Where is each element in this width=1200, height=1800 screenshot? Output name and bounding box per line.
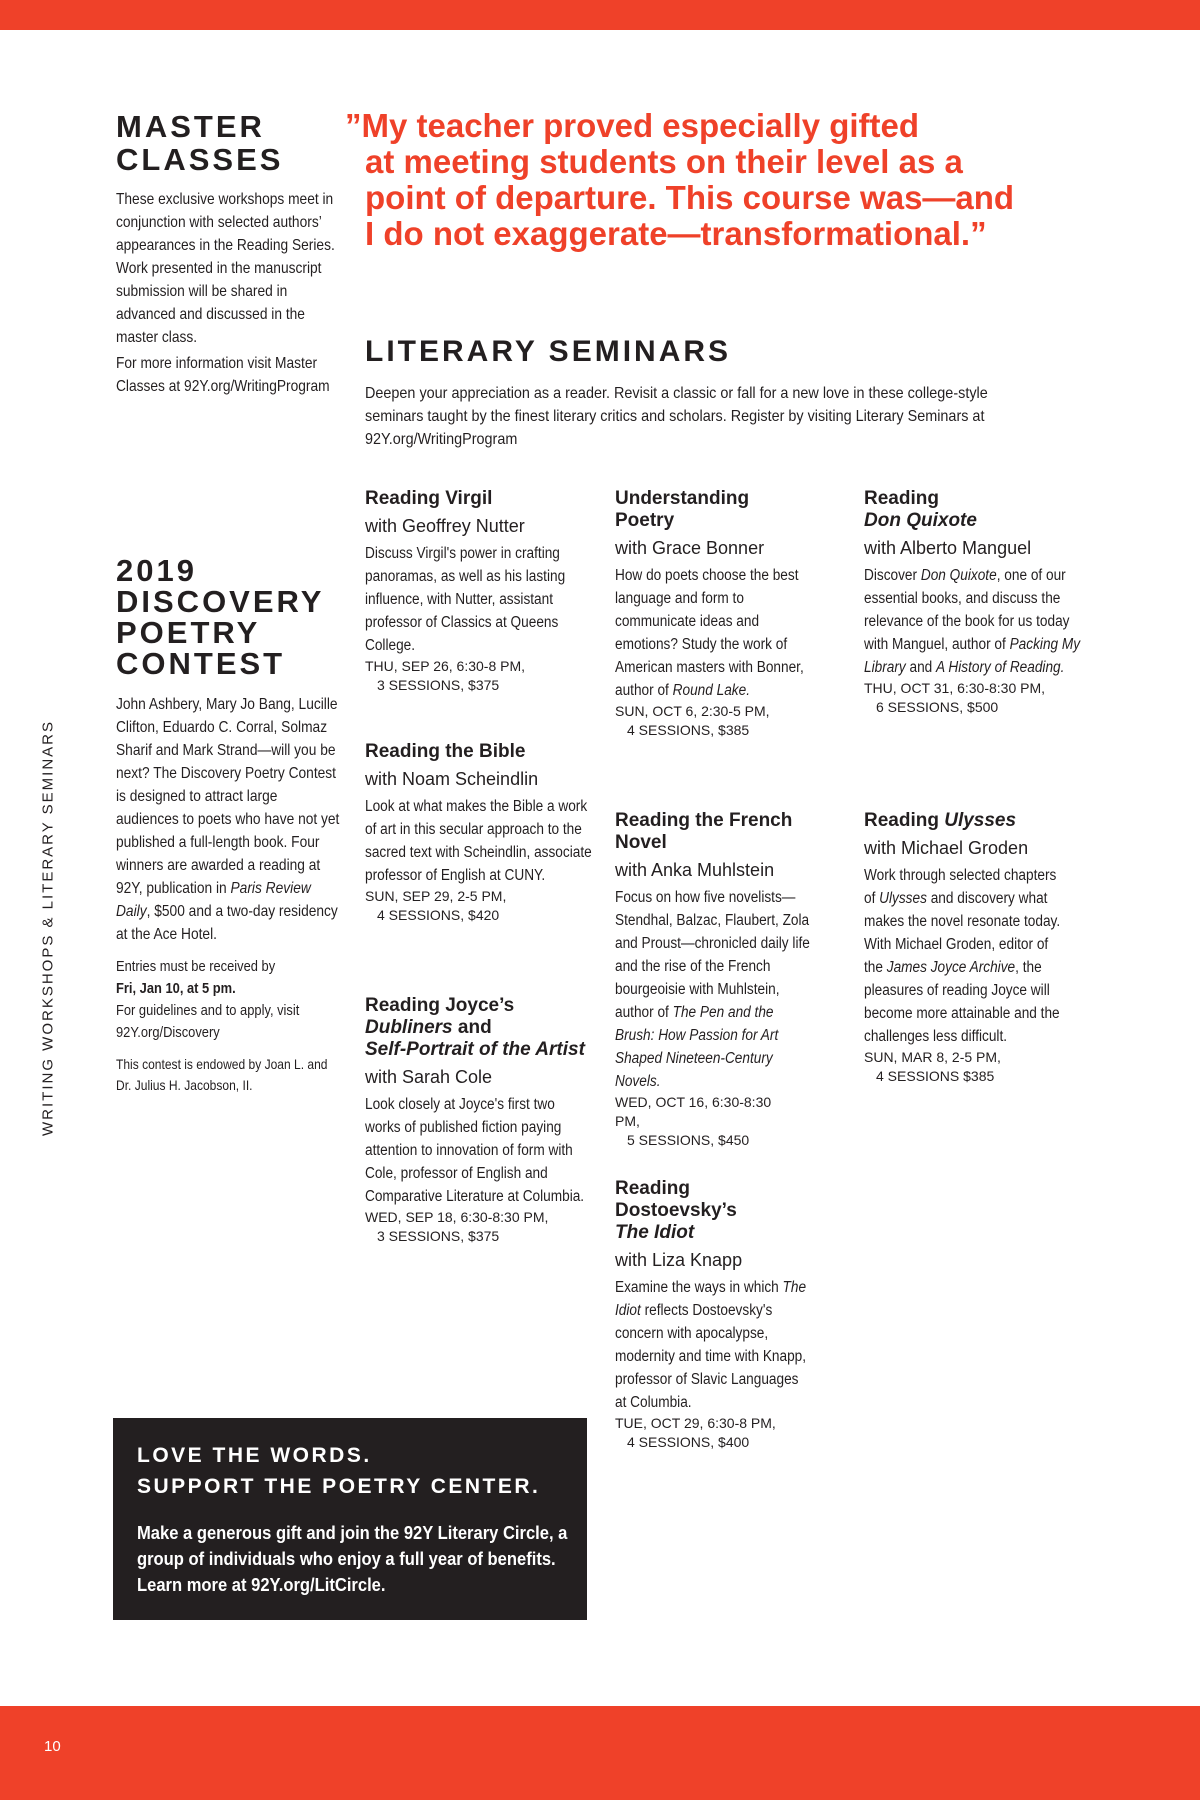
course-instructor: with Alberto Manguel bbox=[864, 538, 1032, 558]
course-instructor: with Geoffrey Nutter bbox=[365, 516, 525, 536]
contest-title-line: CONTEST bbox=[116, 646, 286, 681]
course-title-part: Ulysses bbox=[944, 810, 1017, 831]
testimonial-quote bbox=[345, 108, 1065, 252]
course-date: SUN, MAR 8, 2-5 PM, bbox=[864, 1049, 1001, 1065]
course-don-quixote bbox=[864, 488, 1089, 717]
contest-body-text: , $500 and a two-day residency at the Ace Hotel. bbox=[116, 903, 338, 943]
literary-seminars-intro-text: Deepen your appreciation as a reader. Revisit a classic or fall for a new love in these college-style seminars taught by the finest literary critics and scholars. Register by visiting Literary Seminars at 92Y.org/WritingProgram bbox=[365, 385, 988, 448]
course-description-text: Work through selected chapters of bbox=[864, 867, 1057, 907]
course-title-part: The Idiot bbox=[615, 1222, 695, 1243]
course-title bbox=[864, 488, 1089, 532]
master-classes-body: These exclusive workshops meet in conjunction with selected authors’ appearances in the Reading Series. Work presented in the manuscript submission will be shared in advanced and discussed in the master class. bbox=[116, 191, 335, 346]
course-description-text: and discovery what makes the novel resonate today. With Michael Groden, editor of the bbox=[864, 890, 1061, 976]
contest-publication: Paris Review Daily bbox=[116, 880, 311, 920]
master-classes-more-info: For more information visit Master Classes at 92Y.org/WritingProgram bbox=[116, 355, 330, 395]
course-sessions: 4 SESSIONS, $420 bbox=[377, 907, 500, 923]
quote-line: I do not exaggerate—transformational.” bbox=[365, 215, 987, 252]
literary-seminars-intro bbox=[365, 382, 1025, 451]
course-reading-joyce bbox=[365, 995, 590, 1246]
course-date: TUE, OCT 29, 6:30-8 PM, bbox=[615, 1415, 776, 1431]
cta-heading-line: SUPPORT THE POETRY CENTER. bbox=[137, 1475, 541, 1498]
course-instructor: with Michael Groden bbox=[864, 838, 1029, 858]
bottom-accent-bar bbox=[0, 1706, 1200, 1800]
course-french-novel bbox=[615, 810, 810, 1150]
contest-title-line: 2019 bbox=[116, 553, 197, 588]
top-accent-bar bbox=[0, 0, 1200, 30]
course-description-title: The Idiot bbox=[615, 1279, 807, 1319]
course-instructor: with Noam Scheindlin bbox=[365, 769, 539, 789]
section-side-label: WRITING WORKSHOPS & LITERARY SEMINARS bbox=[39, 720, 57, 1136]
course-description-text: and bbox=[905, 659, 937, 676]
course-description bbox=[615, 886, 813, 1093]
course-schedule bbox=[365, 887, 590, 925]
course-ulysses bbox=[864, 810, 1089, 1086]
course-date: SUN, SEP 29, 2-5 PM, bbox=[365, 888, 507, 904]
contest-title-line: POETRY bbox=[116, 615, 261, 650]
course-date: THU, OCT 31, 6:30-8:30 PM, bbox=[864, 680, 1046, 696]
course-title-part: Reading Dostoevsky’s bbox=[615, 1178, 737, 1221]
course-description bbox=[864, 564, 1093, 679]
course-title-part: Self-Portrait of the Artist bbox=[365, 1039, 585, 1060]
discovery-contest-section bbox=[116, 555, 342, 1096]
course-sessions: 3 SESSIONS, $375 bbox=[377, 1228, 500, 1244]
course-description-title: The Pen and the Brush: How Passion for Art Shaped Nineteen-Century Novels. bbox=[615, 1004, 779, 1090]
course-description: Look closely at Joyce's first two works of published fiction paying attention to innovation of form with Cole, professor of English and Comparative Literature at Columbia. bbox=[365, 1096, 585, 1205]
course-description bbox=[864, 864, 1071, 1048]
course-understanding-poetry bbox=[615, 488, 804, 740]
course-sessions: 4 SESSIONS, $385 bbox=[627, 722, 750, 738]
course-title: Reading the French Novel bbox=[615, 810, 793, 853]
course-title bbox=[365, 995, 590, 1061]
course-description bbox=[615, 1276, 809, 1414]
course-description-title: Round Lake. bbox=[672, 682, 750, 699]
course-title-part: and bbox=[452, 1017, 492, 1038]
course-title-part: Dubliners bbox=[365, 1017, 453, 1038]
course-description-text: How do poets choose the best language and form to communicate ideas and emotions? Study the work of American masters with Bonner, author of bbox=[615, 567, 804, 699]
contest-guidelines: For guidelines and to apply, visit 92Y.org/Discovery bbox=[116, 1002, 300, 1041]
course-sessions: 5 SESSIONS, $450 bbox=[627, 1132, 750, 1148]
course-title bbox=[615, 1178, 815, 1244]
course-title: Reading Virgil bbox=[365, 488, 493, 509]
cta-body: Make a generous gift and join the 92Y Literary Circle, a group of individuals who enjoy a full year of benefits. Learn more at 92Y.org/LitCircle. bbox=[137, 1523, 568, 1595]
literary-seminars-title: LITERARY SEMINARS bbox=[365, 335, 732, 368]
course-description bbox=[615, 564, 804, 702]
master-classes-title-line2: CLASSES bbox=[116, 142, 284, 177]
master-classes-title bbox=[116, 110, 342, 176]
course-description-title: James Joyce Archive bbox=[886, 959, 1016, 976]
course-description-text: , the pleasures of reading Joyce will become more attainable and the challenges less difficult. bbox=[864, 959, 1060, 1045]
course-sessions: 6 SESSIONS, $500 bbox=[876, 699, 999, 715]
course-title bbox=[864, 810, 1089, 832]
contest-deadline: Fri, Jan 10, at 5 pm. bbox=[116, 980, 236, 997]
course-instructor: with Sarah Cole bbox=[365, 1067, 493, 1087]
course-title: Reading the Bible bbox=[365, 741, 526, 762]
contest-entries-text: Entries must be received by bbox=[116, 958, 276, 975]
course-description-text: reflects Dostoevsky's concern with apocalypse, modernity and time with Knapp, professor of Slavic Languages at Columbia. bbox=[615, 1302, 807, 1411]
course-schedule bbox=[365, 1208, 590, 1246]
course-title-part: Reading bbox=[864, 810, 945, 831]
course-description: Look at what makes the Bible a work of art in this secular approach to the sacred text with Scheindlin, associate professor of English at CUNY. bbox=[365, 798, 592, 884]
course-description-text: , one of our essential books, and discuss the relevance of the book for us today with Manguel, author of bbox=[864, 567, 1070, 653]
course-date: SUN, OCT 6, 2:30-5 PM, bbox=[615, 703, 770, 719]
master-classes-title-line1: MASTER bbox=[116, 109, 265, 144]
course-description-title: Don Quixote bbox=[920, 567, 997, 584]
contest-entries bbox=[116, 956, 341, 1044]
contest-body bbox=[116, 693, 341, 946]
course-date: WED, OCT 16, 6:30-8:30 PM, bbox=[615, 1094, 772, 1129]
course-schedule bbox=[864, 1048, 1089, 1086]
course-schedule bbox=[615, 702, 795, 740]
course-date: THU, SEP 26, 6:30-8 PM, bbox=[365, 658, 526, 674]
cta-heading-line: LOVE THE WORDS. bbox=[137, 1444, 372, 1467]
course-schedule bbox=[615, 1093, 795, 1150]
course-sessions: 4 SESSIONS, $400 bbox=[627, 1434, 750, 1450]
course-reading-bible bbox=[365, 741, 590, 925]
discovery-contest-title bbox=[116, 555, 342, 679]
course-date: WED, SEP 18, 6:30-8:30 PM, bbox=[365, 1209, 549, 1225]
contest-title-line: DISCOVERY bbox=[116, 584, 325, 619]
course-dostoevsky bbox=[615, 1178, 815, 1452]
course-title: Understanding Poetry bbox=[615, 488, 750, 531]
course-instructor: with Anka Muhlstein bbox=[615, 860, 775, 880]
master-classes-section bbox=[116, 110, 342, 398]
cta-heading bbox=[137, 1440, 563, 1502]
course-title-part: Reading bbox=[864, 488, 939, 509]
course-reading-virgil bbox=[365, 488, 590, 695]
course-title-part: Reading Joyce’s bbox=[365, 995, 515, 1016]
quote-line: ”My teacher proved especially gifted bbox=[345, 107, 920, 144]
course-sessions: 3 SESSIONS, $375 bbox=[377, 677, 500, 693]
course-description-title: Ulysses bbox=[879, 890, 927, 907]
course-description: Discuss Virgil's power in crafting panoramas, as well as his lasting influence, with Nutter, assistant professor of Classics at Queens College. bbox=[365, 545, 566, 654]
course-description-title: A History of Reading. bbox=[936, 659, 1065, 676]
quote-line: at meeting students on their level as a bbox=[365, 143, 963, 180]
course-instructor: with Liza Knapp bbox=[615, 1250, 743, 1270]
course-instructor: with Grace Bonner bbox=[615, 538, 765, 558]
quote-line: point of departure. This course was—and bbox=[365, 179, 1015, 216]
contest-body-text: John Ashbery, Mary Jo Bang, Lucille Clifton, Eduardo C. Corral, Solmaz Sharif and Mark Strand—will you be next? The Discovery Poetry Contest is designed to attract large audiences to poets who have not yet published a full-length book. Four winners are awarded a reading at 92Y, publication in bbox=[116, 696, 340, 897]
contest-endowment-note: This contest is endowed by Joan L. and Dr. Julius H. Jacobson, II. bbox=[116, 1056, 328, 1093]
course-sessions: 4 SESSIONS $385 bbox=[876, 1068, 995, 1084]
course-description-text: Discover bbox=[864, 567, 921, 584]
course-title-part: Don Quixote bbox=[864, 510, 977, 531]
page-number: 10 bbox=[44, 1738, 61, 1755]
course-schedule bbox=[615, 1414, 815, 1452]
course-schedule bbox=[365, 657, 590, 695]
course-description-text: Examine the ways in which bbox=[615, 1279, 783, 1296]
course-description-text: Focus on how five novelists—Stendhal, Balzac, Flaubert, Zola and Proust—chronicled daily life and the rise of the French bourgeoisie with Muhlstein, author of bbox=[615, 889, 810, 1021]
support-poetry-center-box bbox=[113, 1418, 587, 1620]
course-schedule bbox=[864, 679, 1089, 717]
course-description-title: Packing My Library bbox=[864, 636, 1081, 676]
